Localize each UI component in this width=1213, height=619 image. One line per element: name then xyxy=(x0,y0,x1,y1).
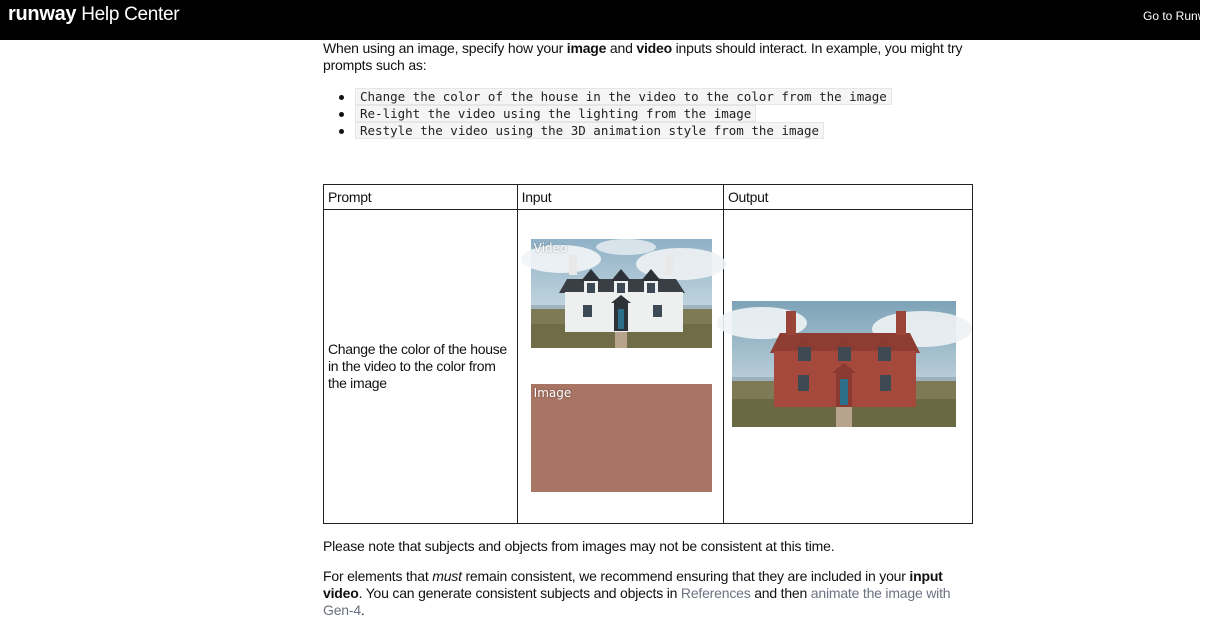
table-header-row xyxy=(324,185,973,210)
column-header-prompt: Prompt xyxy=(324,185,518,210)
input-cell xyxy=(517,210,723,524)
brand-section: Help Center xyxy=(81,4,180,25)
intro-paragraph xyxy=(323,40,973,74)
consistency-text: . You can generate consistent subjects and objects in xyxy=(358,585,681,601)
video-label: Video xyxy=(533,241,568,255)
list-item xyxy=(323,105,892,122)
column-header-input: Input xyxy=(517,185,723,210)
consistency-emphasis: must xyxy=(432,568,462,584)
white-house-image xyxy=(531,239,712,348)
output-video-thumbnail[interactable] xyxy=(732,301,956,427)
top-bar xyxy=(0,0,1213,40)
intro-text: When using an image, specify how your xyxy=(323,40,567,56)
brand-name: runway xyxy=(8,3,77,25)
consistency-text: and then xyxy=(750,585,811,601)
consistency-text: remain consistent, we recommend ensuring that they are included in your xyxy=(461,568,910,584)
image-label: Image xyxy=(533,386,572,400)
intro-text: inputs should interact. In example, you might try prompts such as: xyxy=(323,40,963,73)
consistency-paragraph xyxy=(323,568,973,619)
prompt-code: Restyle the video using the 3D animation style from the image xyxy=(355,122,824,139)
intro-bold-image: image xyxy=(566,40,607,56)
red-house-image xyxy=(732,301,956,427)
consistency-text: . xyxy=(360,602,365,618)
animate-gen4-link[interactable]: animate the image with Gen-4 xyxy=(323,585,951,618)
prompt-code: Re-light the video using the lighting from the image xyxy=(355,105,756,122)
go-to-runway-link[interactable]: Go to Runwa xyxy=(1143,9,1213,23)
input-video-thumbnail[interactable] xyxy=(531,239,712,348)
example-table xyxy=(323,184,973,524)
consistency-bold: input video xyxy=(323,568,943,601)
list-item xyxy=(323,88,892,105)
prompt-code: Change the color of the house in the video to the color from the image xyxy=(355,88,892,105)
consistency-text: For elements that xyxy=(323,568,433,584)
intro-text: and xyxy=(606,40,637,56)
list-item xyxy=(323,122,892,139)
input-image-swatch[interactable] xyxy=(531,384,712,492)
color-swatch xyxy=(531,384,712,492)
prompt-cell: Change the color of the house in the video to the color from the image xyxy=(324,210,518,524)
column-header-output: Output xyxy=(723,185,972,210)
output-cell xyxy=(723,210,972,524)
brand-logo[interactable] xyxy=(8,3,179,26)
table-row xyxy=(324,210,973,524)
prompt-examples-list xyxy=(323,88,892,139)
references-link[interactable]: References xyxy=(680,585,751,601)
intro-bold-video: video xyxy=(636,40,672,56)
note-paragraph: Please note that subjects and objects from images may not be consistent at this time. xyxy=(323,538,835,554)
